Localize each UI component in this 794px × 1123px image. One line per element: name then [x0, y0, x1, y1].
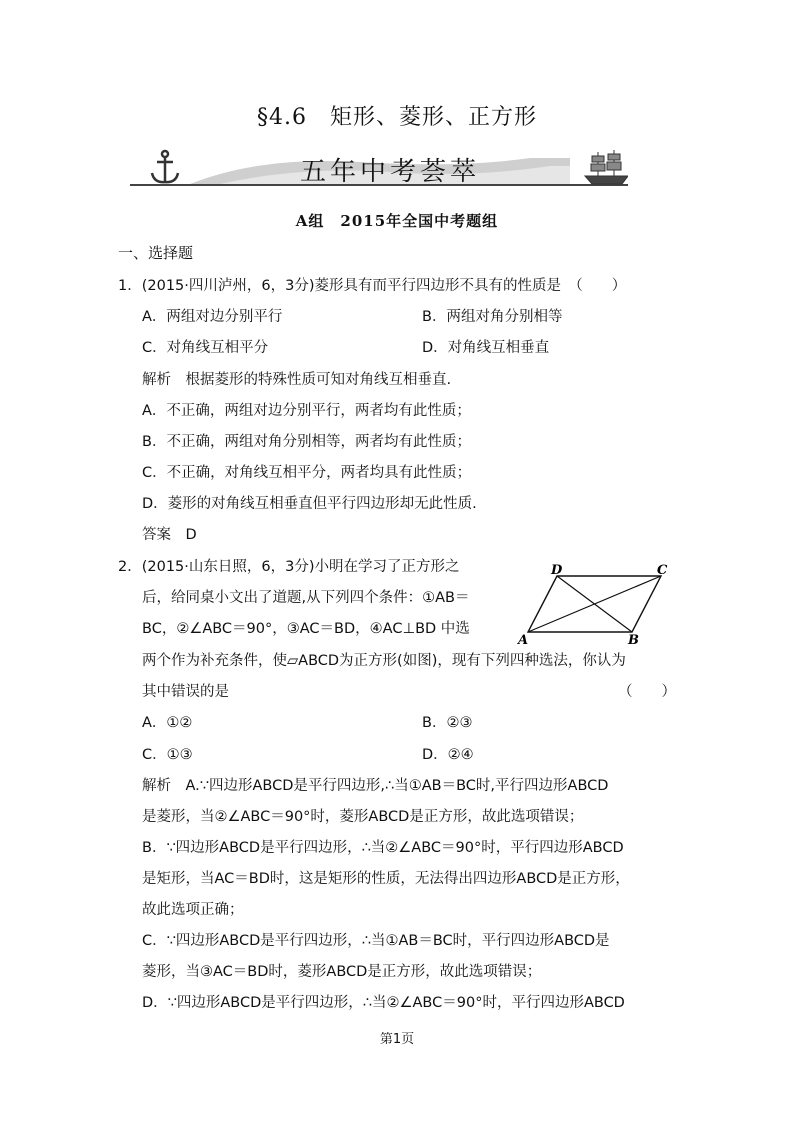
- q2-solution-line5: 故此选项正确；: [142, 902, 244, 918]
- q2-option-c: C．①③: [142, 747, 193, 763]
- q1-stem: 1．(2015·四川泸州，6，3分)菱形具有而平行四边形不具有的性质是 （ ）: [118, 278, 627, 294]
- q2-stem-line5: 其中错误的是: [142, 684, 229, 700]
- q2-stem-line3: BC，②∠ABC＝90°，③AC＝BD，④AC⊥BD 中选: [142, 621, 470, 637]
- q1-answer: 答案 D: [142, 527, 197, 543]
- q2-option-a: A．①②: [142, 715, 193, 731]
- q2-stem-line4: 两个作为补充条件，使▱ABCD为正方形(如图)，现有下列四种选法，你认为: [142, 653, 626, 669]
- q2-solution-line8: D．∵四边形ABCD是平行四边形，∴当②∠ABC＝90°时，平行四边形ABCD: [142, 995, 625, 1011]
- q2-solution-line4: 是矩形，当AC＝BD时，这是矩形的性质，无法得出四边形ABCD是正方形，: [142, 871, 630, 887]
- q1-option-b: B．两组对角分别相等: [422, 309, 563, 325]
- q2-solution-line3: B．∵四边形ABCD是平行四边形，∴当②∠ABC＝90°时，平行四边形ABCD: [142, 840, 624, 856]
- q2-stem-line1: 2．(2015·山东日照，6，3分)小明在学习了正方形之: [118, 559, 460, 575]
- anchor-icon: [152, 151, 178, 182]
- q1-analysis-d: D．菱形的对角线互相垂直但平行四边形却无此性质.: [142, 496, 477, 512]
- group-title: A组 2015年全国中考题组: [295, 212, 499, 230]
- vertex-c-label: C: [657, 563, 668, 578]
- q2-option-d: D．②④: [422, 747, 474, 763]
- q2-solution-line6: C．∵四边形ABCD是平行四边形，∴当①AB＝BC时，平行四边形ABCD是: [142, 933, 610, 949]
- q1-analysis-b: B．不正确，两组对角分别相等，两者均有此性质；: [142, 434, 471, 450]
- section-heading: 一、选择题: [118, 244, 194, 262]
- q1-option-a: A．两组对边分别平行: [142, 309, 283, 325]
- q2-answer-paren: （ ）: [618, 684, 676, 700]
- q2-solution-line2: 是菱形，当②∠ABC＝90°时，菱形ABCD是正方形，故此选项错误；: [142, 809, 584, 825]
- q1-option-c: C．对角线互相平分: [142, 340, 269, 356]
- q2-option-b: B．②③: [422, 715, 473, 731]
- banner-title: 五年中考荟萃: [300, 157, 481, 187]
- q1-option-d: D．对角线互相垂直: [422, 340, 550, 356]
- page-title: §4.6 矩形、菱形、正方形: [257, 105, 537, 130]
- q1-analysis-c: C．不正确，对角线互相平分，两者均具有此性质；: [142, 465, 472, 481]
- parallelogram-figure: [516, 560, 676, 646]
- vertex-d-label: D: [551, 563, 563, 578]
- vertex-b-label: B: [628, 633, 639, 646]
- q2-stem-line2: 后，给同桌小文出了道题,从下列四个条件：①AB＝: [142, 590, 470, 606]
- page-number: 第1页: [379, 1032, 415, 1047]
- q1-analysis: 解析 根据菱形的特殊性质可知对角线互相垂直.: [142, 372, 452, 388]
- q2-solution-line1: 解析 A.∵四边形ABCD是平行四边形,∴当①AB＝BC时,平行四边形ABCD: [142, 778, 609, 794]
- q1-analysis-a: A．不正确，两组对边分别平行，两者均有此性质；: [142, 403, 471, 419]
- ship-icon: [585, 150, 628, 184]
- q2-solution-line7: 菱形，当③AC＝BD时，菱形ABCD是正方形，故此选项错误；: [142, 964, 542, 980]
- vertex-a-label: A: [518, 633, 529, 646]
